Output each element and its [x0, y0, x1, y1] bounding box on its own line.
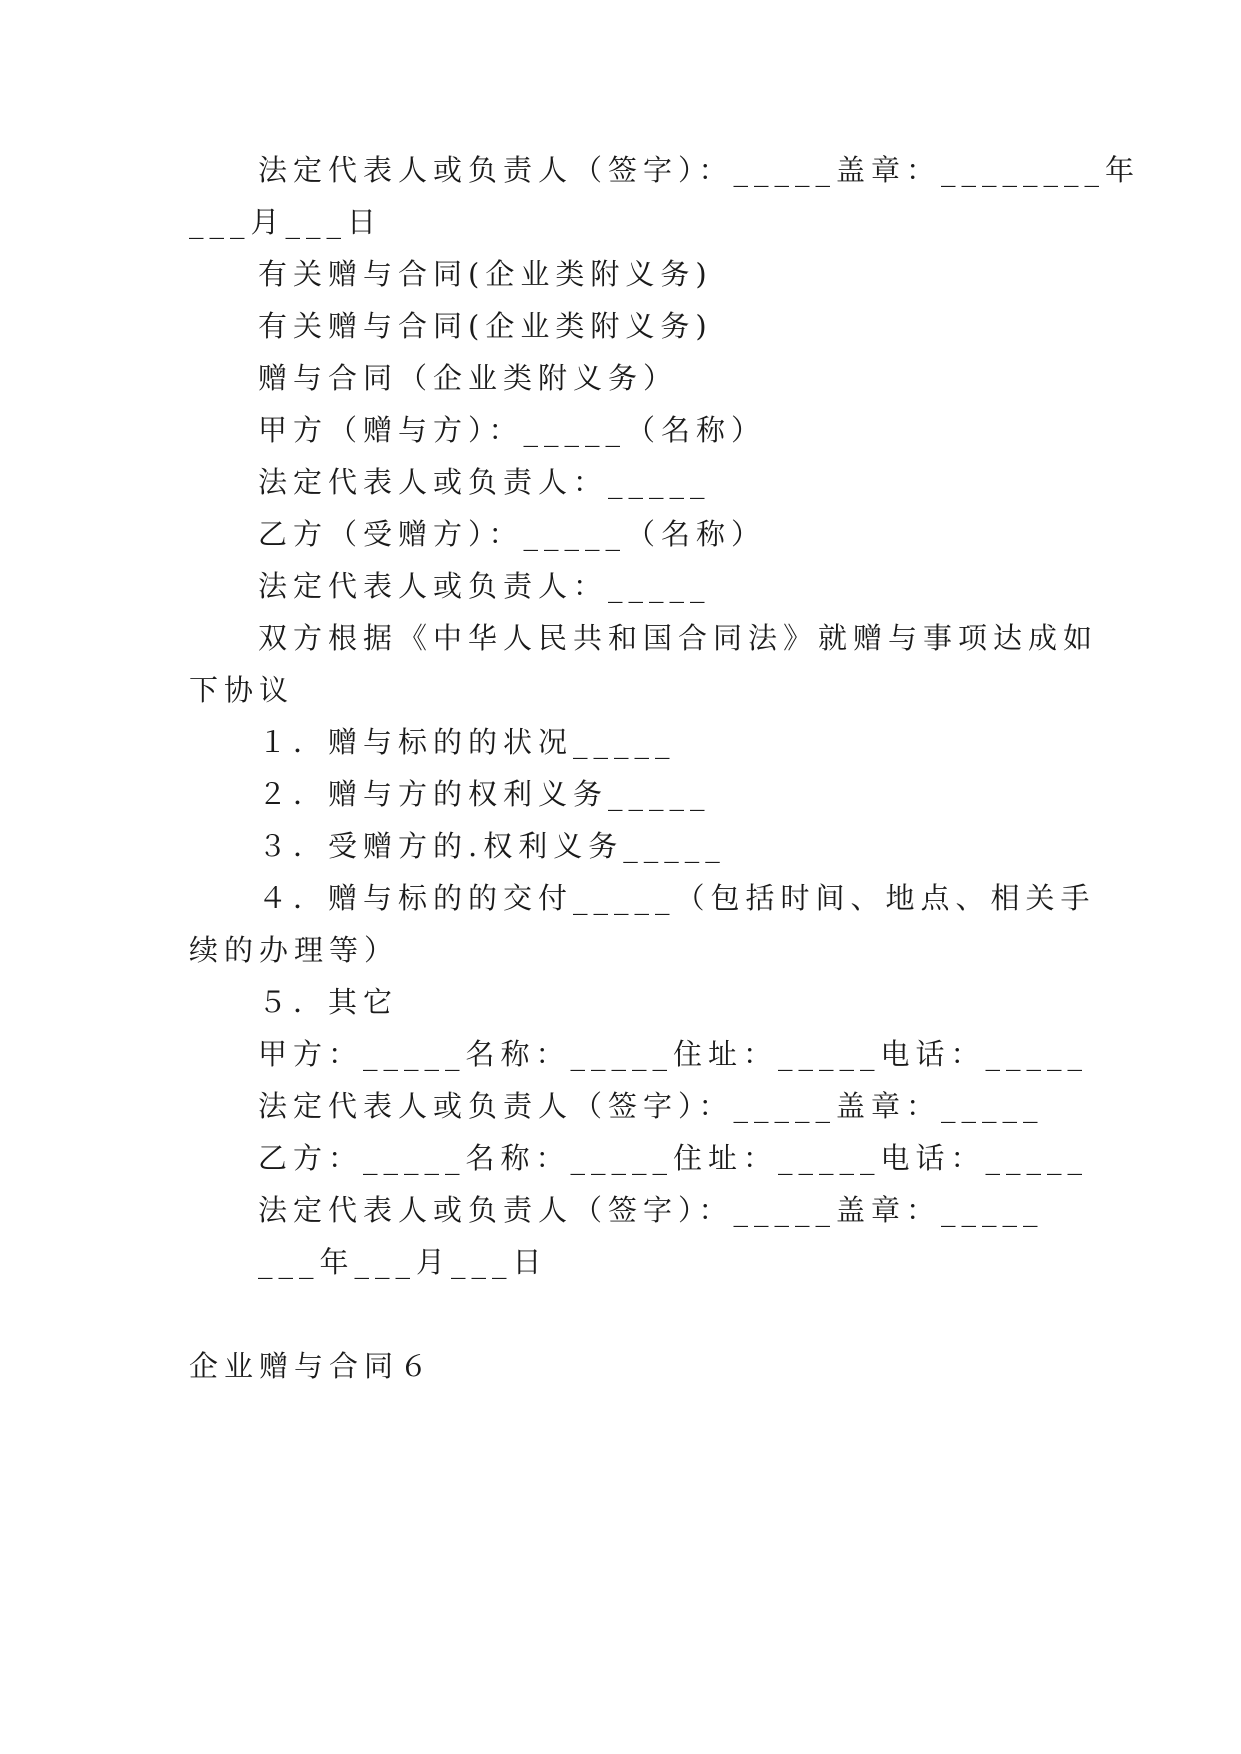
party-b-signature-line: 法定代表人或负责人（签字）：_____盖章：_____: [258, 1193, 1044, 1227]
agreement-intro: 双方根据《中华人民共和国合同法》就赠与事项达成如: [258, 621, 1099, 655]
date-line: ___月___日: [189, 205, 383, 239]
heading-line: 有关赠与合同(企业类附义务): [258, 309, 713, 343]
party-a-info-line: 甲方：_____名称：_____住址：_____电话：_____: [258, 1037, 1089, 1071]
clause-item: １．赠与标的的状况_____: [258, 725, 676, 759]
next-section-title: 企业赠与合同６: [189, 1349, 435, 1383]
party-b-rep-line: 法定代表人或负责人：_____: [258, 569, 711, 603]
clause-item: ４．赠与标的的交付_____（包括时间、地点、相关手: [258, 881, 1096, 915]
party-a-rep-line: 法定代表人或负责人：_____: [258, 465, 711, 499]
party-b-info-line: 乙方：_____名称：_____住址：_____电话：_____: [258, 1141, 1089, 1175]
clause-item-cont: 续的办理等）: [189, 933, 400, 967]
heading-line: 有关赠与合同(企业类附义务): [258, 257, 713, 291]
party-a-line: 甲方（赠与方）：_____（名称）: [258, 413, 767, 447]
clause-item: ５．其它: [258, 985, 399, 1019]
party-a-signature-line: 法定代表人或负责人（签字）：_____盖章：_____: [258, 1089, 1044, 1123]
agreement-intro-cont: 下协议: [189, 673, 295, 707]
clause-item: ３．受赠方的.权利义务_____: [258, 829, 726, 863]
clause-item: ２．赠与方的权利义务_____: [258, 777, 711, 811]
date-line: ___年___月___日: [258, 1245, 548, 1279]
signature-line-legal-rep: 法定代表人或负责人（签字）：_____盖章：________年: [258, 153, 1141, 187]
party-b-line: 乙方（受赠方）：_____（名称）: [258, 517, 767, 551]
contract-title: 赠与合同（企业类附义务）: [258, 361, 679, 395]
